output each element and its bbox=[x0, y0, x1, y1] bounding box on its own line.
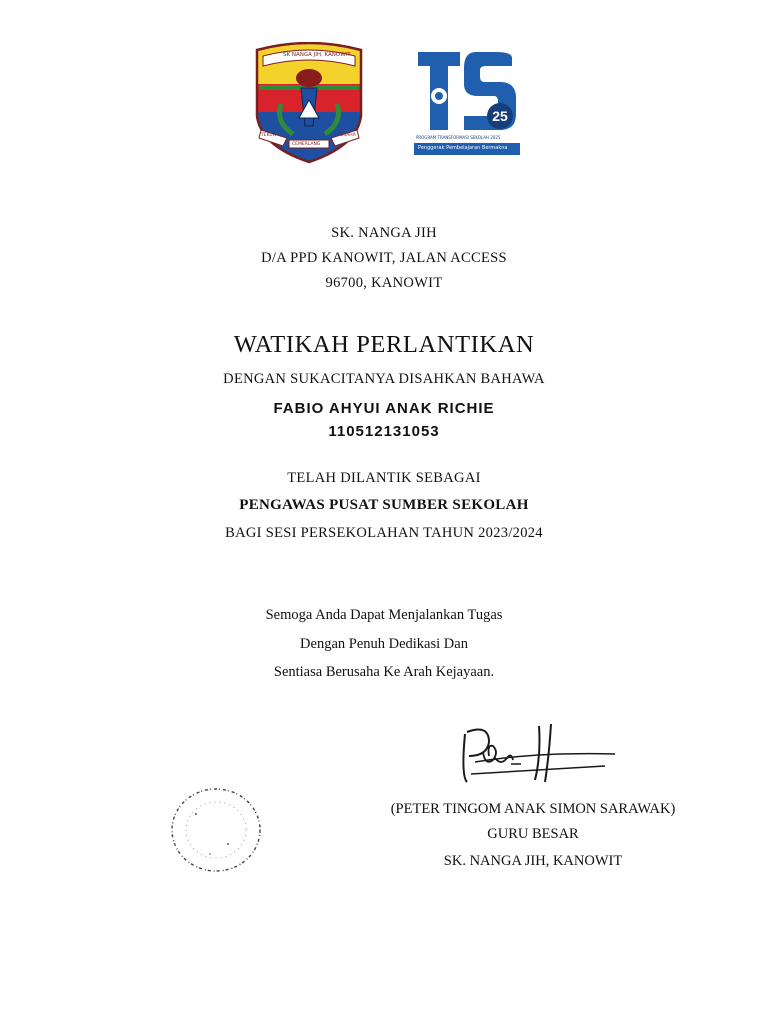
position-title: PENGAWAS PUSAT SUMBER SEKOLAH bbox=[239, 497, 529, 513]
official-stamp-icon bbox=[166, 784, 266, 876]
wish-line-2: Dengan Penuh Dedikasi Dan bbox=[300, 636, 468, 652]
school-name: SK. NANGA JIH bbox=[331, 225, 437, 241]
crest-banner-text: SK NANGA JIH, KANOWIT bbox=[283, 52, 351, 58]
school-address-line2: 96700, KANOWIT bbox=[325, 275, 443, 291]
appointed-as-text: TELAH DILANTIK SEBAGAI bbox=[287, 470, 481, 486]
session-text: BAGI SESI PERSEKOLAHAN TAHUN 2023/2024 bbox=[225, 525, 543, 541]
crest-center-scroll: CEMERLANG bbox=[292, 142, 321, 147]
recipient-name: FABIO AHYUI ANAK RICHIE bbox=[273, 400, 495, 417]
wish-line-1: Semoga Anda Dapat Menjalankan Tugas bbox=[265, 607, 503, 623]
signatory-school: SK. NANGA JIH, KANOWIT bbox=[443, 853, 623, 869]
ts25-logo-icon bbox=[414, 48, 522, 158]
crest-right-scroll: USAHA bbox=[340, 133, 356, 138]
signature-icon bbox=[455, 716, 625, 796]
recipient-id: 110512131053 bbox=[328, 423, 440, 440]
school-address-line1: D/A PPD KANOWIT, JALAN ACCESS bbox=[261, 250, 507, 266]
ts25-caption: PROGRAM TRANSFORMASI SEKOLAH 2025 bbox=[416, 135, 501, 140]
ts25-tagline: Penggerak Pembelajaran Bermakna bbox=[418, 145, 508, 151]
crest-left-scroll: TEKUN bbox=[261, 133, 277, 138]
certificate-intro: DENGAN SUKACITANYA DISAHKAN BAHAWA bbox=[223, 371, 545, 387]
certificate-title: WATIKAH PERLANTIKAN bbox=[233, 331, 535, 358]
signatory-title: GURU BESAR bbox=[487, 826, 579, 842]
wish-line-3: Sentiasa Berusaha Ke Arah Kejayaan. bbox=[273, 664, 495, 680]
signatory-name: (PETER TINGOM ANAK SIMON SARAWAK) bbox=[390, 801, 676, 817]
ts25-number: 25 bbox=[492, 108, 508, 124]
